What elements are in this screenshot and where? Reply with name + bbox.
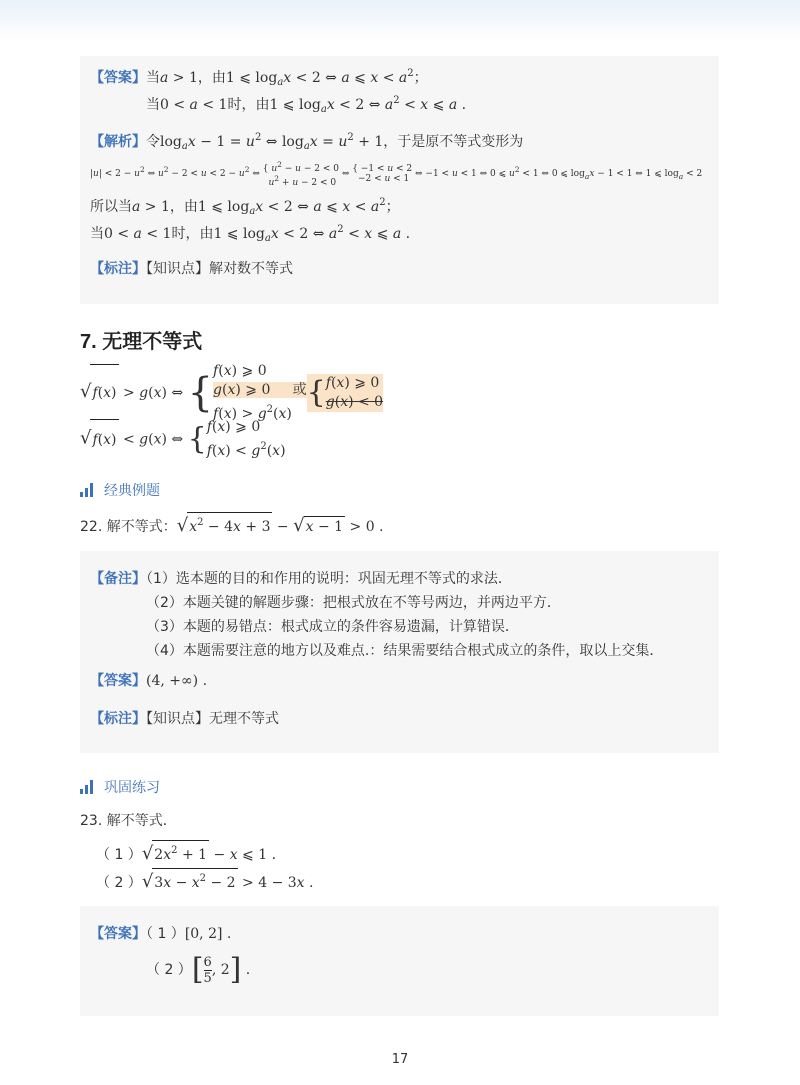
analysis-line-3: 所以当a > 1，由1 ⩽ $\log_ax < 2$ ⇔ a ⩽ $x < a^2$；: [90, 197, 400, 217]
analysis-tag: 【解析】: [90, 134, 146, 150]
answer-tag-23: 【答案】: [90, 926, 146, 942]
answer-line-22: [90, 671, 207, 691]
problem-22-text: 解不等式：: [106, 519, 177, 535]
classic-section-title: [80, 480, 160, 500]
problem-22-num: 22.: [80, 519, 103, 535]
problem-23: [80, 811, 177, 831]
problem-23-part2: （ 2 ）$√3x - x^2 - 2 > 4 - 3x$ .: [96, 868, 313, 893]
problem-23-part1: （ 1 ）$√2x^2 + 1 - x$ ⩽ 1 .: [96, 840, 276, 865]
or-text: 或: [292, 382, 307, 398]
section-heading: 7. 无理不等式: [80, 331, 203, 353]
bar-chart-icon: [80, 483, 96, 497]
answer-box-2: [80, 551, 719, 753]
note-tag: 【标注】: [90, 261, 146, 277]
answer-box-3: [80, 906, 719, 1016]
remark-3: （3）本题的易错点：根式成立的条件容易遗漏，计算错误．: [146, 619, 519, 635]
answer-part2-label: （ 2 ）: [146, 962, 192, 978]
remark-1: （1）选本题的目的和作用的说明：巩固无理不等式的求法．: [146, 571, 512, 587]
answer-part1: [0, 2] .: [184, 926, 232, 942]
analysis-derivation: $|u| < 2 - u^2$ ⇔ $u^2 - 2 < u < 2 - u^2$ ⇔ { $u^2 - u - 2 < 0$ $u^2 + u - 2 < 0$ ⇔ { −1 < u < 2 −2 < u < 1 ⇔ −1 < u < 1 ⇔ 0 ⩽ $u^2 < 1$ ⇔ 0 ⩽ $\log_ax - 1 < 1$ ⇔ 1 ⩽ $\log_a < 2$: [90, 159, 703, 188]
answer-part1-label: （ 1 ）: [146, 926, 185, 942]
page-header-band: [0, 0, 800, 40]
answer-line-2: 当0 < a < 1时，由1 ⩽ $\log_ax < 2$ ⇔ $a^2 < x$ ⩽ a .: [146, 95, 467, 115]
page-number: 17: [391, 1052, 409, 1067]
remark-tag: 【备注】: [90, 571, 146, 587]
note-text: 【知识点】解对数不等式: [146, 261, 293, 277]
bar-chart-icon: [80, 780, 96, 794]
remark-2: （2）本题关键的解题步骤：把根式放在不等号两边，并两边平方．: [146, 595, 561, 611]
answer-tag: 【答案】: [90, 70, 146, 86]
part1-label: （ 1 ）: [96, 847, 142, 863]
part2-label: （ 2 ）: [96, 875, 142, 891]
answer-tag-22: 【答案】: [90, 673, 146, 689]
formula-sqrt-less: √f(x) < g(x) ⇔ {f(x) ⩾ 0 $f(x) < g^2(x)$: [80, 419, 286, 459]
classic-title-text: 经典例题: [104, 483, 160, 499]
note-text-22: 【知识点】无理不等式: [146, 711, 279, 727]
practice-title-text: 巩固练习: [104, 780, 160, 796]
note-line-2: [90, 709, 279, 729]
answer-line-23-1: [90, 924, 231, 944]
note-line-1: [90, 259, 293, 279]
answer-22: (4, +∞) .: [146, 673, 208, 689]
formula-sqrt-greater: √f(x) > g(x) ⇔ {f(x) ⩾ 0 g(x) ⩾ 0 或 $f(x) > g^2(x)\{f(x)$ ⩾ 0 g(x) < 0: [80, 363, 384, 422]
answer-box-1: [80, 56, 719, 304]
problem-23-num: 23.: [80, 813, 103, 829]
problem-22: 22. 解不等式：$√x^2 - 4x + 3 - √x - 1 > 0$ .: [80, 512, 384, 537]
analysis-line: 【解析】令$\log_ax - 1 = u^2$ ⇔ $\log_ax = u^2 + 1$，于是原不等式变形为: [90, 132, 524, 152]
remark-4: （4）本题需要注意的地方以及难点.：结果需要结合根式成立的条件，取以上交集．: [146, 643, 664, 659]
answer-line-23-2: （ 2 ）[ $\frac{6}{5}$ , 2] .: [146, 952, 251, 987]
analysis-line-4: 当0 < a < 1时，由1 ⩽ $\log_ax < 2$ ⇔ $a^2 < x$ ⩽ a .: [90, 224, 411, 244]
answer-line-1: 【答案】当a > 1，由1 ⩽ $\log_ax < 2$ ⇔ a ⩽ $x < a^2$；: [90, 68, 428, 88]
note-tag-22: 【标注】: [90, 711, 146, 727]
practice-section-title: [80, 777, 160, 797]
remark-line-1: [90, 569, 512, 589]
problem-23-text: 解不等式．: [106, 813, 177, 829]
